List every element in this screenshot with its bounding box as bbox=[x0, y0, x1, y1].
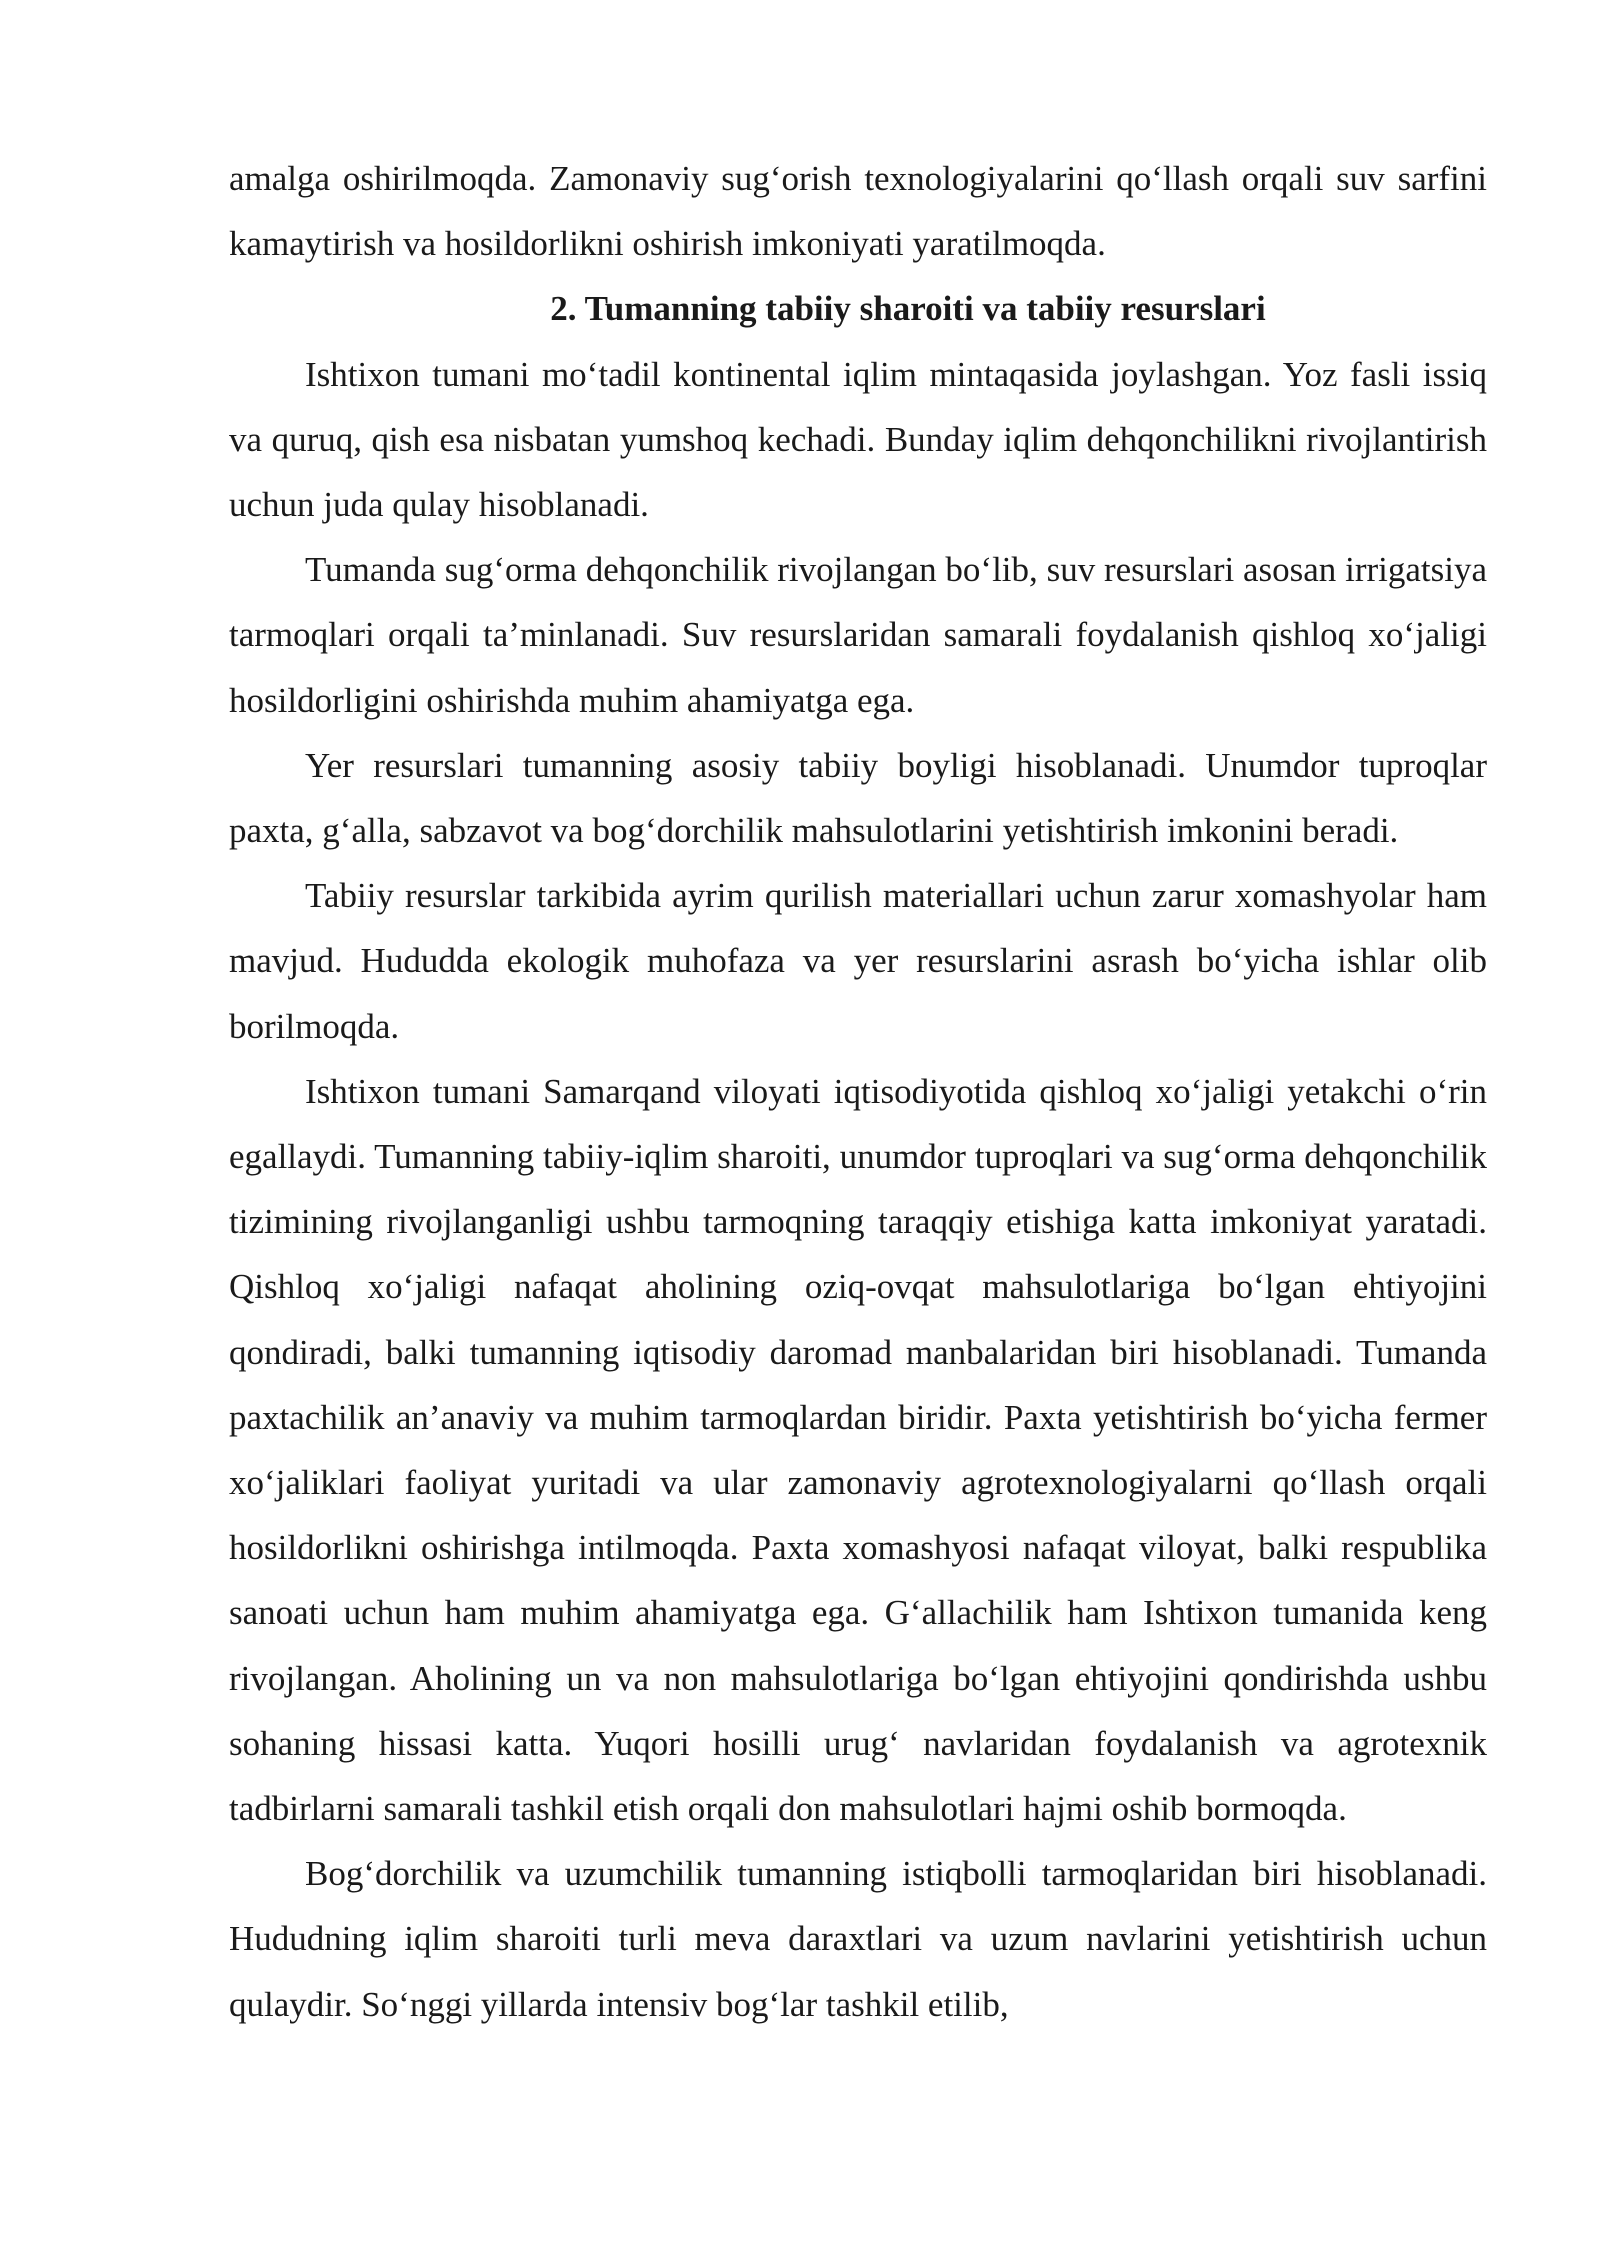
document-body bbox=[229, 146, 1487, 2037]
paragraph-agriculture: Ishtixon tumani Samarqand viloyati iqtisodiyotida qishloq xo‘jaligi yetakchi o‘rin egallaydi. Tumanning tabiiy-iqlim sharoiti, unumdor tuproqlari va sug‘orma dehqonchilik tizimining rivojlanganligi ushbu tarmoqning taraqqiy etishiga katta imkoniyat yaratadi. Qishloq xo‘jaligi nafaqat aholining oziq-ovqat mahsulotlariga bo‘lgan ehtiyojini qondiradi, balki tumanning iqtisodiy daromad manbalaridan biri hisoblanadi. Tumanda paxtachilik an’anaviy va muhim tarmoqlardan biridir. Paxta yetishtirish bo‘yicha fermer xo‘jaliklari faoliyat yuritadi va ular zamonaviy agrotexnologiyalarni qo‘llash orqali hosildorlikni oshirishga intilmoqda. Paxta xomashyosi nafaqat viloyat, balki respublika sanoati uchun ham muhim ahamiyatga ega. G‘allachilik ham Ishtixon tumanida keng rivojlangan. Aholining un va non mahsulotlariga bo‘lgan ehtiyojini qondirishda ushbu sohaning hissasi katta. Yuqori hosilli urug‘ navlaridan foydalanish va agrotexnik tadbirlarni samarali tashkil etish orqali don mahsulotlari hajmi oshib bormoqda. bbox=[229, 1071, 1487, 1829]
paragraph-climate: Ishtixon tumani mo‘tadil kontinental iqlim mintaqasida joylashgan. Yoz fasli issiq va quruq, qish esa nisbatan yumshoq kechadi. Bunday iqlim dehqonchilikni rivojlantirish uchun juda qulay hisoblanadi. bbox=[229, 354, 1487, 525]
paragraph-natural-resources: Tabiiy resurslar tarkibida ayrim qurilish materiallari uchun zarur xomashyolar ham mavjud. Hududda ekologik muhofaza va yer resurslarini asrash bo‘yicha ishlar olib borilmoqda. bbox=[229, 876, 1487, 1046]
intro-paragraph: amalga oshirilmoqda. Zamonaviy sug‘orish texnologiyalarini qo‘llash orqali suv sarfini kamaytirish va hosildorlikni oshirish imkoniyati yaratilmoqda. bbox=[229, 159, 1487, 264]
paragraph-water-resources: Tumanda sug‘orma dehqonchilik rivojlangan bo‘lib, suv resurslari asosan irrigatsiya tarmoqlari orqali ta’minlanadi. Suv resurslaridan samarali foydalanish qishloq xo‘jaligi hosildorligini oshirishda muhim ahamiyatga ega. bbox=[229, 550, 1487, 720]
paragraph-land-resources: Yer resurslari tumanning asosiy tabiiy boyligi hisoblanadi. Unumdor tuproqlar paxta, g‘alla, sabzavot va bog‘dorchilik mahsulotlarini yetishtirish imkonini beradi. bbox=[229, 745, 1487, 851]
section-heading: 2. Tumanning tabiiy sharoiti va tabiiy resurslari bbox=[550, 289, 1266, 329]
paragraph-horticulture: Bog‘dorchilik va uzumchilik tumanning istiqbolli tarmoqlaridan biri hisoblanadi. Hududning iqlim sharoiti turli meva daraxtlari va uzum navlarini yetishtirish uchun qulaydir. So‘nggi yillarda intensiv bog‘lar tashkil etilib, bbox=[229, 1854, 1487, 2024]
